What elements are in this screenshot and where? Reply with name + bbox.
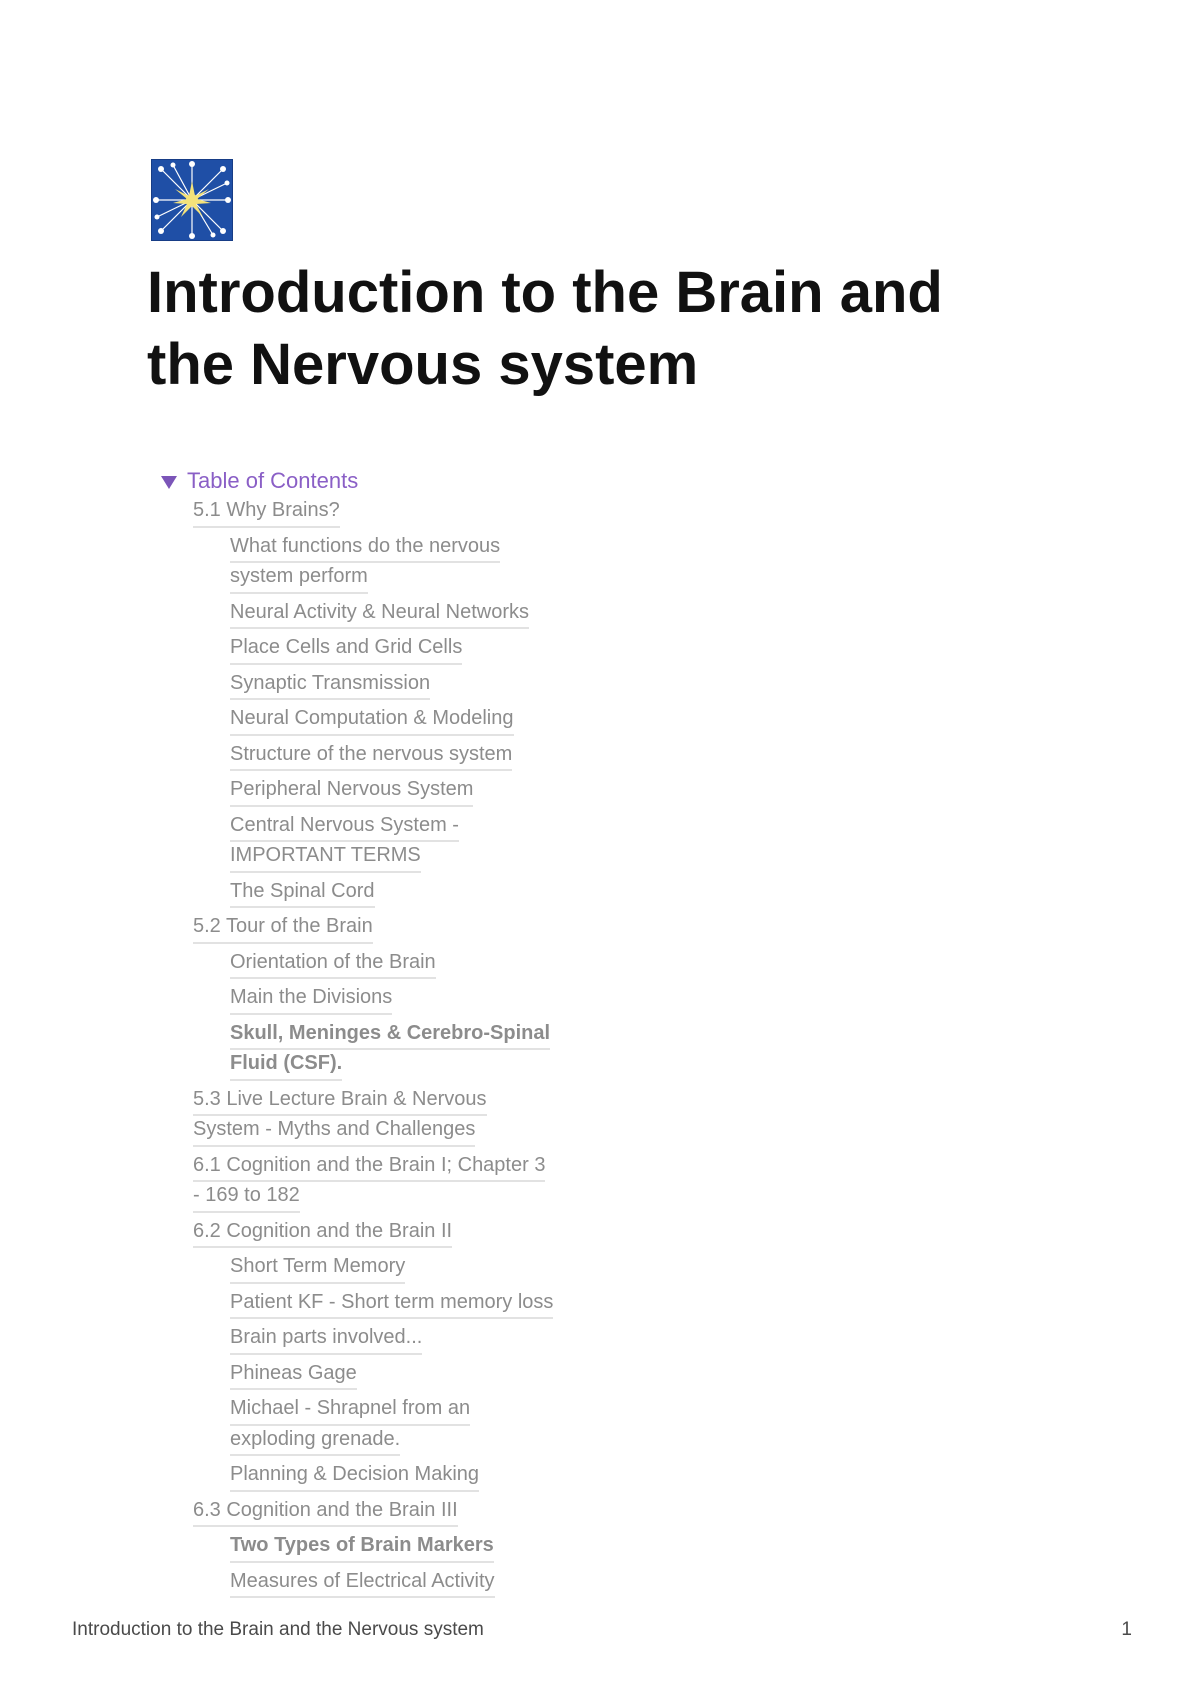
- toc-link[interactable]: Structure of the nervous system: [230, 741, 512, 772]
- page-title-line1: Introduction to the Brain and: [147, 260, 943, 325]
- toc-item: [161, 1253, 761, 1284]
- toc-link[interactable]: Short Term Memory: [230, 1253, 405, 1284]
- neuron-star-icon: [151, 159, 233, 241]
- toc-link[interactable]: Peripheral Nervous System: [230, 776, 473, 807]
- toc-spacer: [161, 1598, 761, 1603]
- toc-link[interactable]: exploding grenade.: [230, 1426, 400, 1457]
- toc-item: [161, 1461, 761, 1492]
- toc-link[interactable]: 6.3 Cognition and the Brain III: [193, 1497, 458, 1528]
- toc-item: [161, 1568, 761, 1599]
- toc-item: [161, 705, 761, 736]
- toc-item: [161, 533, 761, 594]
- toc-link[interactable]: Neural Activity & Neural Networks: [230, 599, 529, 630]
- toc-item: [161, 776, 761, 807]
- toc-link[interactable]: Place Cells and Grid Cells: [230, 634, 462, 665]
- toc-link[interactable]: 5.1 Why Brains?: [193, 497, 340, 528]
- toc-link[interactable]: Fluid (CSF).: [230, 1050, 342, 1081]
- triangle-down-icon[interactable]: [161, 476, 177, 489]
- toc-link[interactable]: IMPORTANT TERMS: [230, 842, 421, 873]
- toc-link[interactable]: System - Myths and Challenges: [193, 1116, 475, 1147]
- toc-link[interactable]: 5.2 Tour of the Brain: [193, 913, 373, 944]
- toc-item: [161, 1218, 761, 1249]
- toc-item: [161, 1289, 761, 1320]
- toc-item: [161, 1086, 761, 1147]
- toc-link[interactable]: system perform: [230, 563, 368, 594]
- page-title-line2: the Nervous system: [147, 332, 699, 397]
- toc-link[interactable]: The Spinal Cord: [230, 878, 375, 909]
- toc-item: [161, 1395, 761, 1456]
- toc-item: [161, 599, 761, 630]
- toc-link[interactable]: Two Types of Brain Markers: [230, 1532, 494, 1563]
- toc-link[interactable]: 6.1 Cognition and the Brain I; Chapter 3: [193, 1152, 545, 1183]
- toc-item: [161, 878, 761, 909]
- toc-item: [161, 670, 761, 701]
- toc-item: [161, 1360, 761, 1391]
- toc-item: [161, 1152, 761, 1213]
- toc-item: [161, 984, 761, 1015]
- footer-title: Introduction to the Brain and the Nervous system: [72, 1619, 484, 1640]
- toc-link[interactable]: Phineas Gage: [230, 1360, 357, 1391]
- toc-list: [161, 497, 761, 1603]
- toc-link[interactable]: Skull, Meninges & Cerebro-Spinal: [230, 1020, 550, 1051]
- toc-link[interactable]: Planning & Decision Making: [230, 1461, 479, 1492]
- toc-link[interactable]: 6.2 Cognition and the Brain II: [193, 1218, 452, 1249]
- toc-link[interactable]: Neural Computation & Modeling: [230, 705, 514, 736]
- toc-link[interactable]: Main the Divisions: [230, 984, 392, 1015]
- page-title: [147, 257, 1047, 401]
- toc-link[interactable]: 5.3 Live Lecture Brain & Nervous: [193, 1086, 487, 1117]
- toc-link[interactable]: Orientation of the Brain: [230, 949, 436, 980]
- toc-label: Table of Contents: [187, 468, 359, 493]
- toc-item: [161, 634, 761, 665]
- toc-link[interactable]: What functions do the nervous: [230, 533, 500, 564]
- toc-item: [161, 1324, 761, 1355]
- toc-link[interactable]: Patient KF - Short term memory loss: [230, 1289, 553, 1320]
- toc-item: [161, 1532, 761, 1563]
- toc-link[interactable]: - 169 to 182: [193, 1182, 300, 1213]
- page-number: 1: [1121, 1619, 1132, 1640]
- toc-item: [161, 497, 761, 528]
- toc-item: [161, 741, 761, 772]
- toc-toggle[interactable]: [161, 465, 761, 497]
- toc-link[interactable]: Michael - Shrapnel from an: [230, 1395, 470, 1426]
- toc-link[interactable]: Brain parts involved...: [230, 1324, 422, 1355]
- toc-item: [161, 913, 761, 944]
- toc-item: [161, 949, 761, 980]
- toc-link[interactable]: Measures of Electrical Activity: [230, 1568, 495, 1599]
- toc-link[interactable]: Synaptic Transmission: [230, 670, 430, 701]
- toc-link[interactable]: Central Nervous System -: [230, 812, 459, 843]
- toc-item: [161, 1020, 761, 1081]
- toc-item: [161, 1497, 761, 1528]
- toc-item: [161, 812, 761, 873]
- table-of-contents: [161, 465, 761, 1603]
